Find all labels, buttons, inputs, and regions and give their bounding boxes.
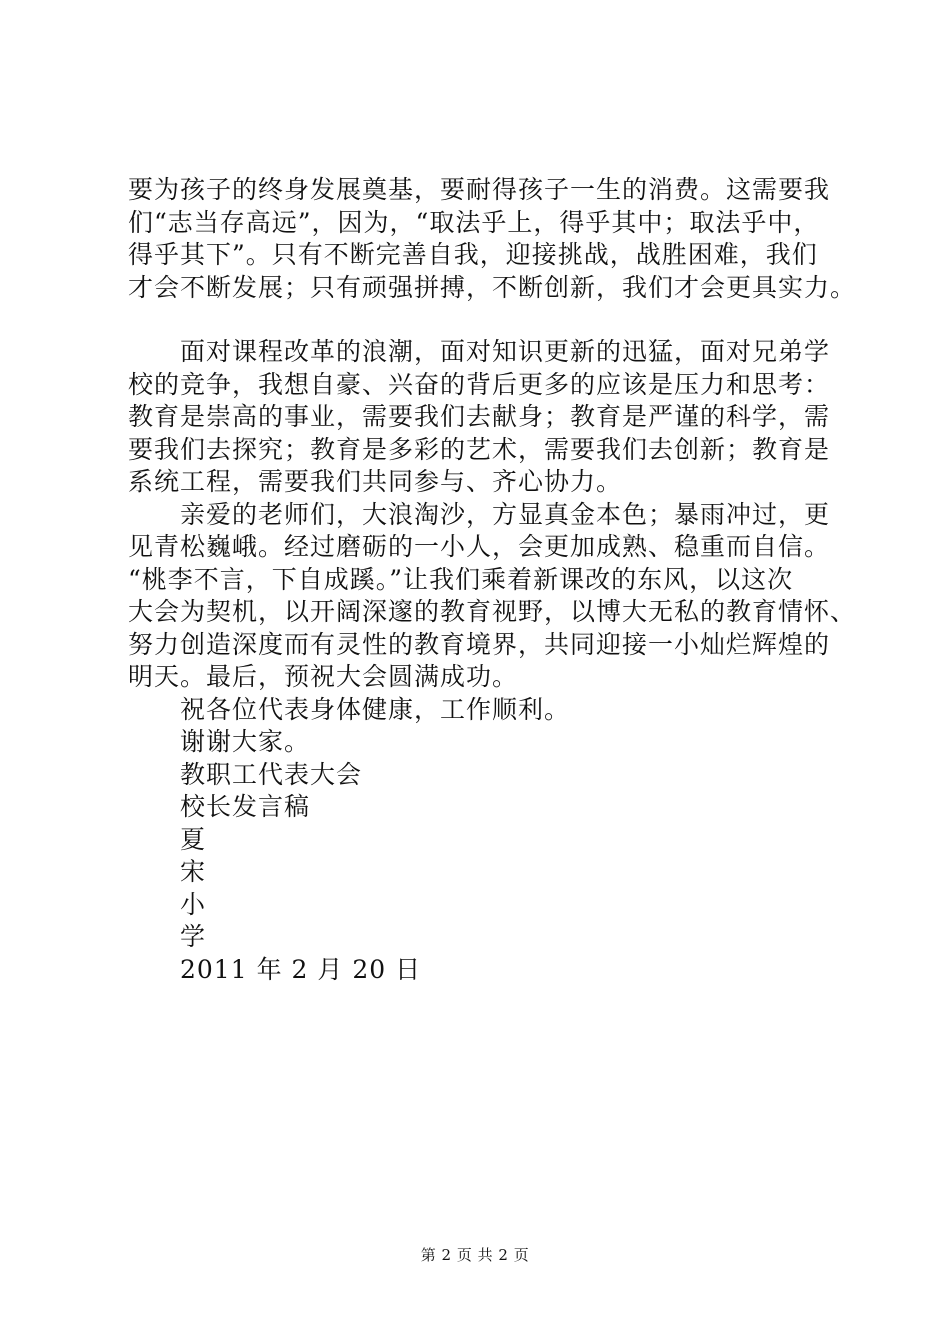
closing-thanks: 谢谢大家。 — [180, 727, 311, 756]
school-name-char: 宋 — [180, 857, 207, 886]
text-line: 们“志当存高远”，因为，“取法乎上，得乎其中；取法乎中， — [128, 207, 820, 237]
text-line: 校的竞争，我想自豪、兴奋的背后更多的应该是压力和思考： — [128, 369, 831, 399]
text-line: 系统工程，需要我们共同参与、齐心协力。 — [128, 467, 623, 496]
speech-body — [128, 174, 857, 986]
school-name-char: 夏 — [180, 824, 207, 854]
text-line: 明天。最后，预祝大会圆满成功。 — [128, 662, 519, 691]
paragraph-gap — [128, 304, 838, 336]
text-line: 面对课程改革的浪潮，面对知识更新的迅猛，面对兄弟学 — [180, 337, 831, 366]
paragraph-3 — [128, 499, 857, 694]
closing-wishes: 祝各位代表身体健康，工作顺利。 — [180, 694, 571, 724]
text-line: 要为孩子的终身发展奠基，要耐得孩子一生的消费。这需要我 — [128, 175, 831, 204]
closing-block — [128, 694, 838, 987]
event-name: 教职工代表大会 — [180, 759, 363, 789]
school-name-char: 学 — [180, 922, 207, 951]
text-line: “桃李不言，下自成蹊。”让我们乘着新课改的东风，以这次 — [128, 564, 794, 594]
text-line: 得乎其下”。只有不断完善自我，迎接挑战，战胜困难，我们 — [128, 240, 818, 269]
text-line: 教育是崇高的事业，需要我们去献身；教育是严谨的科学，需 — [128, 402, 831, 431]
page-footer: 第 2 页 共 2 页 — [420, 1246, 530, 1264]
text-line: 努力创造深度而有灵性的教育境界，共同迎接一小灿烂辉煌的 — [128, 629, 831, 659]
speech-date: 2011 年 2 月 20 日 — [180, 954, 422, 984]
school-name-char: 小 — [180, 889, 207, 919]
paragraph-2 — [128, 336, 838, 499]
text-line: 亲爱的老师们，大浪淘沙，方显真金本色；暴雨冲过，更 — [180, 499, 831, 529]
text-line: 大会为契机，以开阔深邃的教育视野，以博大无私的教育情怀、 — [128, 597, 857, 626]
speech-title: 校长发言稿 — [180, 792, 311, 821]
text-line: 才会不断发展；只有顽强拼搏，不断创新，我们才会更具实力。 — [128, 272, 857, 302]
paragraph-1 — [128, 174, 857, 304]
text-line: 见青松巍峨。经过磨砺的一小人，会更加成熟、稳重而自信。 — [128, 532, 831, 561]
text-line: 要我们去探究；教育是多彩的艺术，需要我们去创新；教育是 — [128, 434, 831, 464]
